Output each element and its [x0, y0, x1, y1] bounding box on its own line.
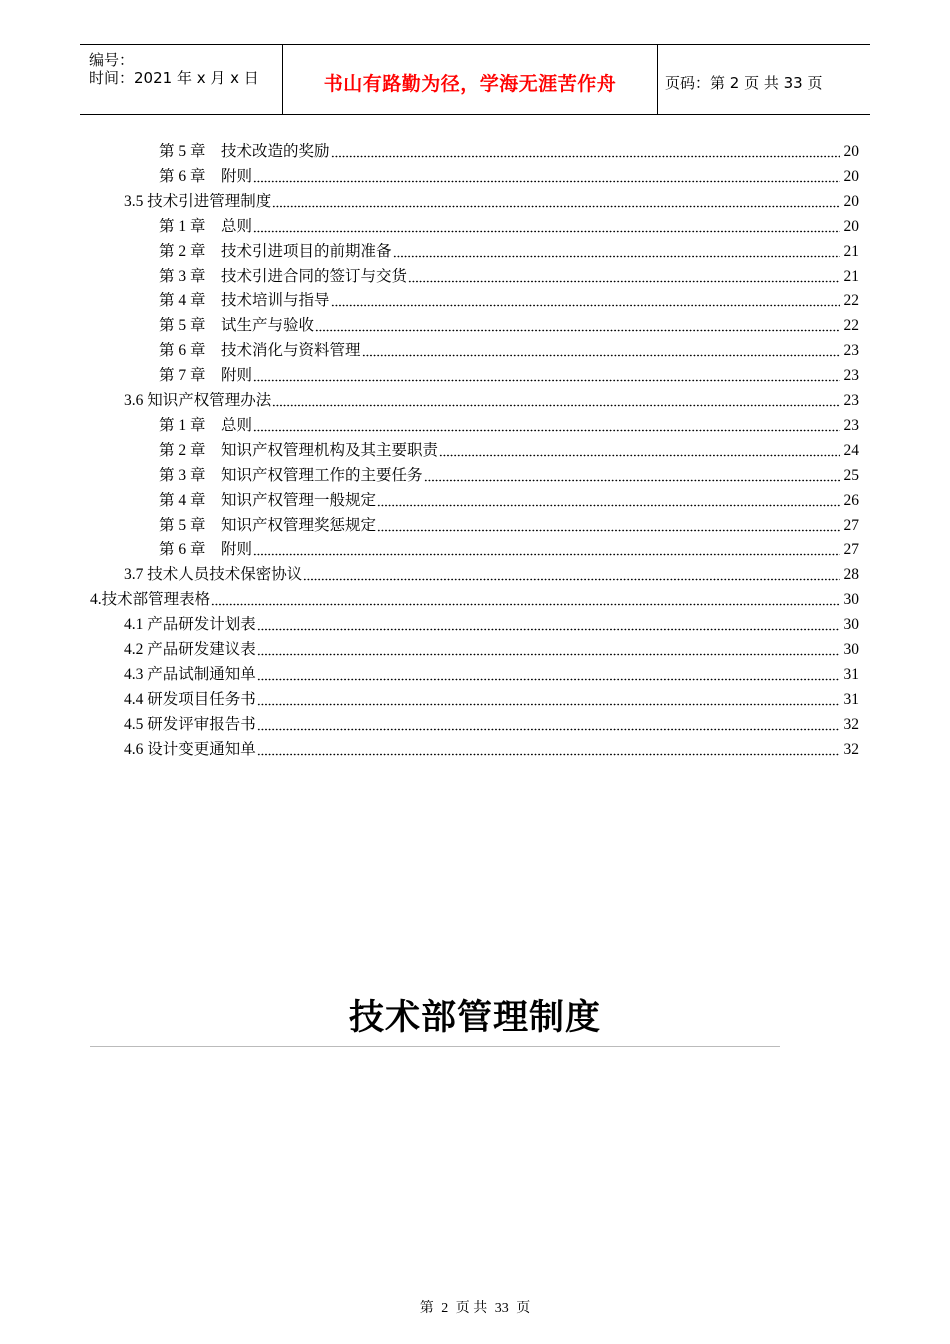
- toc-entry[interactable]: [159, 240, 859, 262]
- toc-entry-title: 4.2 产品研发建议表: [124, 641, 256, 658]
- toc-entry-page: 28: [843, 566, 859, 583]
- toc-entry-page: 22: [843, 317, 859, 334]
- toc-entry-title: 4.5 研发评审报告书: [124, 716, 256, 733]
- toc-dot-leader: [439, 443, 840, 457]
- toc-entry-title: 4.1 产品研发计划表: [124, 616, 256, 633]
- footer-page-number: 2: [441, 1301, 449, 1316]
- toc-entry-page: 30: [843, 641, 859, 658]
- toc-entry-title: 第 3 章 知识产权管理工作的主要任务: [159, 467, 423, 484]
- toc-entry[interactable]: [159, 538, 859, 560]
- toc-entry-page: 20: [843, 193, 859, 210]
- footer-total-pages: 33: [494, 1301, 509, 1316]
- toc-entry-title: 第 6 章 附则: [159, 168, 253, 185]
- toc-entry[interactable]: [124, 713, 859, 735]
- toc-entry[interactable]: [124, 738, 859, 760]
- title-divider: [90, 1046, 780, 1047]
- toc-entry-page: 30: [843, 616, 859, 633]
- toc-entry[interactable]: [159, 215, 859, 237]
- toc-entry-page: 31: [843, 666, 859, 683]
- toc-entry-title: 3.6 知识产权管理办法: [124, 392, 272, 409]
- toc-entry[interactable]: [159, 289, 859, 311]
- toc-entry-page: 24: [843, 442, 859, 459]
- header-slogan-cell: [282, 45, 658, 114]
- toc-entry-title: 4.4 研发项目任务书: [124, 691, 256, 708]
- toc-entry-title: 第 5 章 知识产权管理奖惩规定: [159, 517, 377, 534]
- toc-dot-leader: [253, 542, 840, 556]
- toc-entry-title: 4.技术部管理表格: [90, 591, 211, 608]
- toc-entry[interactable]: [159, 314, 859, 336]
- toc-dot-leader: [257, 642, 840, 656]
- header-page-info: 页码：第 2 页 共 33 页: [665, 74, 823, 92]
- toc-dot-leader: [257, 692, 840, 706]
- toc-entry-page: 30: [843, 591, 859, 608]
- toc-entry-page: 20: [843, 143, 859, 160]
- toc-entry-page: 21: [843, 243, 859, 260]
- toc-entry-page: 26: [843, 492, 859, 509]
- toc-entry-title: 第 1 章 总则: [159, 218, 253, 235]
- toc-entry-title: 第 6 章 附则: [159, 541, 253, 558]
- toc-entry-title: 第 4 章 知识产权管理一般规定: [159, 492, 377, 509]
- header-page-cell: [657, 45, 870, 114]
- toc-entry-page: 23: [843, 392, 859, 409]
- document-date-label: 时间：2021 年 x 月 x 日: [89, 69, 259, 87]
- toc-entry-title: 第 5 章 技术改造的奖励: [159, 143, 330, 160]
- toc-entry-title: 第 7 章 附则: [159, 367, 253, 384]
- toc-dot-leader: [257, 717, 840, 731]
- toc-entry-page: 21: [843, 268, 859, 285]
- toc-entry[interactable]: [159, 140, 859, 162]
- toc-entry[interactable]: [159, 364, 859, 386]
- toc-entry[interactable]: [159, 439, 859, 461]
- toc-entry-page: 23: [843, 417, 859, 434]
- footer-page-suffix: 页: [516, 1301, 531, 1316]
- page-footer: [0, 1297, 950, 1317]
- document-title: 技术部管理制度: [348, 998, 601, 1038]
- toc-dot-leader: [424, 468, 840, 482]
- toc-entry-title: 4.6 设计变更通知单: [124, 741, 256, 758]
- toc-entry[interactable]: [159, 514, 859, 536]
- toc-entry[interactable]: [159, 339, 859, 361]
- toc-entry-title: 第 2 章 技术引进项目的前期准备: [159, 243, 392, 260]
- toc-entry[interactable]: [124, 688, 859, 710]
- toc-entry-page: 32: [843, 741, 859, 758]
- toc-dot-leader: [211, 592, 840, 606]
- toc-entry[interactable]: [124, 190, 859, 212]
- toc-dot-leader: [362, 343, 840, 357]
- toc-entry[interactable]: [124, 638, 859, 660]
- toc-entry[interactable]: [159, 165, 859, 187]
- toc-entry-page: 27: [843, 541, 859, 558]
- toc-dot-leader: [253, 219, 840, 233]
- toc-entry-page: 25: [843, 467, 859, 484]
- toc-entry[interactable]: [90, 588, 859, 610]
- toc-entry-page: 31: [843, 691, 859, 708]
- toc-entry-title: 4.3 产品试制通知单: [124, 666, 256, 683]
- toc-dot-leader: [303, 567, 840, 581]
- toc-dot-leader: [315, 318, 840, 332]
- toc-entry-title: 第 5 章 试生产与验收: [159, 317, 315, 334]
- toc-entry-page: 23: [843, 342, 859, 359]
- toc-entry-title: 3.7 技术人员技术保密协议: [124, 566, 303, 583]
- toc-entry-page: 20: [843, 168, 859, 185]
- toc-entry-title: 第 2 章 知识产权管理机构及其主要职责: [159, 442, 439, 459]
- document-number-label: 编号：: [89, 51, 135, 69]
- toc-dot-leader: [331, 293, 840, 307]
- toc-entry-page: 23: [843, 367, 859, 384]
- toc-dot-leader: [253, 169, 840, 183]
- header-slogan: 书山有路勤为径，学海无涯苦作舟: [323, 73, 617, 95]
- toc-dot-leader: [408, 269, 840, 283]
- toc-dot-leader: [331, 144, 840, 158]
- toc-dot-leader: [377, 518, 840, 532]
- toc-entry[interactable]: [159, 265, 859, 287]
- toc-dot-leader: [272, 393, 840, 407]
- toc-dot-leader: [257, 617, 840, 631]
- toc-entry-title: 3.5 技术引进管理制度: [124, 193, 272, 210]
- toc-entry[interactable]: [159, 489, 859, 511]
- toc-entry[interactable]: [159, 414, 859, 436]
- toc-entry[interactable]: [124, 563, 859, 585]
- toc-entry-page: 32: [843, 716, 859, 733]
- toc-entry-page: 27: [843, 517, 859, 534]
- toc-entry[interactable]: [159, 464, 859, 486]
- toc-dot-leader: [257, 667, 840, 681]
- toc-entry[interactable]: [124, 613, 859, 635]
- toc-dot-leader: [253, 368, 840, 382]
- toc-entry-title: 第 4 章 技术培训与指导: [159, 292, 330, 309]
- toc-dot-leader: [272, 194, 840, 208]
- toc-entry-title: 第 6 章 技术消化与资料管理: [159, 342, 361, 359]
- toc-entry-page: 22: [843, 292, 859, 309]
- toc-entry-title: 第 3 章 技术引进合同的签订与交货: [159, 268, 408, 285]
- toc-dot-leader: [377, 493, 840, 507]
- toc-dot-leader: [253, 418, 840, 432]
- toc-dot-leader: [257, 742, 840, 756]
- footer-page-mid: 页 共: [455, 1301, 488, 1316]
- footer-page-prefix: 第: [419, 1301, 434, 1316]
- page-header: [80, 44, 870, 115]
- toc-dot-leader: [393, 244, 840, 258]
- toc-entry[interactable]: [124, 663, 859, 685]
- header-meta-cell: [80, 45, 282, 114]
- toc-entry-title: 第 1 章 总则: [159, 417, 253, 434]
- toc-entry[interactable]: [124, 389, 859, 411]
- toc-entry-page: 20: [843, 218, 859, 235]
